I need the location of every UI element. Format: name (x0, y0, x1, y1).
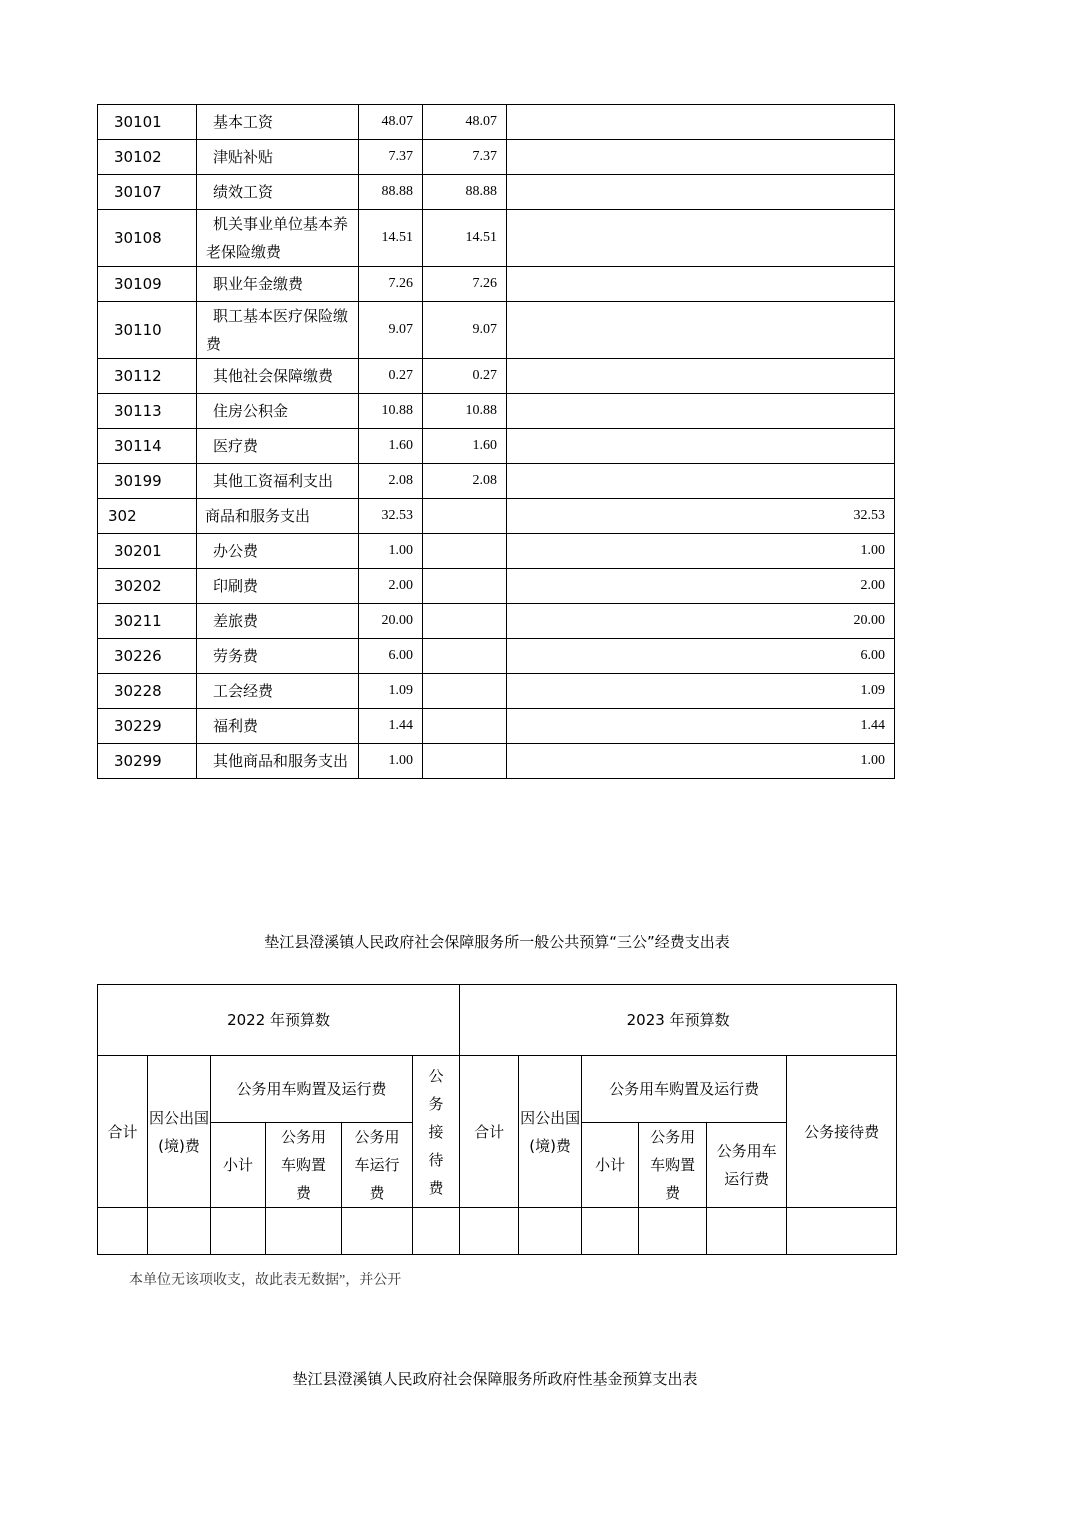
col-subtotal-2023: 小计 (582, 1123, 639, 1208)
row-total: 9.07 (359, 302, 423, 359)
row-public (507, 394, 895, 429)
row-public (507, 267, 895, 302)
col-total-2023: 合计 (460, 1056, 519, 1208)
header-2023: 2023 年预算数 (460, 985, 897, 1056)
col-abroad-2022: 因公出国(境)费 (148, 1056, 211, 1208)
row-personnel: 7.26 (423, 267, 507, 302)
col-vehicle-2023: 公务用车购置及运行费 (582, 1056, 787, 1123)
row-name: 机关事业单位基本养老保险缴费 (197, 210, 359, 267)
row-public: 32.53 (507, 499, 895, 534)
row-code: 30202 (98, 569, 197, 604)
row-public: 6.00 (507, 639, 895, 674)
col-vehicle-run-2022: 公务用车运行费 (342, 1123, 413, 1208)
row-name: 绩效工资 (197, 175, 359, 210)
row-public (507, 140, 895, 175)
row-total: 2.00 (359, 569, 423, 604)
row-name: 职工基本医疗保险缴费 (197, 302, 359, 359)
table-row (98, 267, 895, 302)
table-row (98, 359, 895, 394)
row-total: 10.88 (359, 394, 423, 429)
row-personnel (423, 709, 507, 744)
row-name: 工会经费 (197, 674, 359, 709)
row-total: 7.26 (359, 267, 423, 302)
table-row (98, 639, 895, 674)
row-public: 20.00 (507, 604, 895, 639)
row-name: 办公费 (197, 534, 359, 569)
empty-cell (342, 1208, 413, 1255)
row-code: 30107 (98, 175, 197, 210)
expense-detail-body (98, 105, 895, 779)
row-personnel: 88.88 (423, 175, 507, 210)
row-name: 医疗费 (197, 429, 359, 464)
table-row (98, 604, 895, 639)
row-name: 印刷费 (197, 569, 359, 604)
table-row (98, 210, 895, 267)
row-name: 基本工资 (197, 105, 359, 140)
row-code: 30114 (98, 429, 197, 464)
row-personnel: 2.08 (423, 464, 507, 499)
row-total: 48.07 (359, 105, 423, 140)
row-total: 20.00 (359, 604, 423, 639)
row-public: 2.00 (507, 569, 895, 604)
table-row (98, 175, 895, 210)
row-name: 津贴补贴 (197, 140, 359, 175)
row-public (507, 359, 895, 394)
row-public: 1.09 (507, 674, 895, 709)
row-code: 30101 (98, 105, 197, 140)
table-row (98, 744, 895, 779)
row-code: 30229 (98, 709, 197, 744)
row-total: 0.27 (359, 359, 423, 394)
row-code: 30102 (98, 140, 197, 175)
empty-data-row (98, 1208, 897, 1255)
row-code: 30113 (98, 394, 197, 429)
empty-cell (98, 1208, 148, 1255)
row-code: 30110 (98, 302, 197, 359)
table-row (98, 569, 895, 604)
row-personnel (423, 534, 507, 569)
row-name: 劳务费 (197, 639, 359, 674)
row-public: 1.00 (507, 534, 895, 569)
row-total: 1.60 (359, 429, 423, 464)
sangong-table (97, 984, 897, 1255)
no-data-note: 本单位无该项收支，故此表无数据”，并公开 (129, 1273, 402, 1288)
table-row (98, 429, 895, 464)
row-total: 88.88 (359, 175, 423, 210)
row-total: 1.00 (359, 534, 423, 569)
empty-cell (266, 1208, 342, 1255)
table-row (98, 499, 895, 534)
row-public (507, 464, 895, 499)
row-personnel (423, 639, 507, 674)
row-name: 其他商品和服务支出 (197, 744, 359, 779)
empty-cell (639, 1208, 707, 1255)
row-total: 32.53 (359, 499, 423, 534)
row-code: 30109 (98, 267, 197, 302)
row-code: 30199 (98, 464, 197, 499)
row-personnel: 7.37 (423, 140, 507, 175)
empty-cell (148, 1208, 211, 1255)
expense-detail-table (97, 104, 895, 779)
row-personnel: 9.07 (423, 302, 507, 359)
empty-cell (582, 1208, 639, 1255)
table-row (98, 302, 895, 359)
row-total: 1.09 (359, 674, 423, 709)
table-row (98, 534, 895, 569)
row-name: 差旅费 (197, 604, 359, 639)
empty-cell (211, 1208, 266, 1255)
sangong-table-title: 垫江县澄溪镇人民政府社会保障服务所一般公共预算“三公”经费支出表 (264, 933, 730, 951)
col-reception-2022: 公务接待费 (413, 1056, 460, 1208)
row-code: 30201 (98, 534, 197, 569)
row-personnel (423, 569, 507, 604)
table-row (98, 709, 895, 744)
row-name: 其他社会保障缴费 (197, 359, 359, 394)
header-2022: 2022 年预算数 (98, 985, 460, 1056)
row-code: 30228 (98, 674, 197, 709)
col-vehicle-run-2023: 公务用车运行费 (707, 1123, 787, 1208)
row-personnel (423, 674, 507, 709)
col-vehicle-purchase-2022: 公务用车购置费 (266, 1123, 342, 1208)
row-public (507, 210, 895, 267)
row-total: 7.37 (359, 140, 423, 175)
row-public (507, 302, 895, 359)
fund-table-title: 垫江县澄溪镇人民政府社会保障服务所政府性基金预算支出表 (292, 1370, 698, 1388)
col-subtotal-2022: 小计 (211, 1123, 266, 1208)
empty-cell (707, 1208, 787, 1255)
row-code: 30108 (98, 210, 197, 267)
row-personnel: 48.07 (423, 105, 507, 140)
row-code: 30112 (98, 359, 197, 394)
row-personnel: 10.88 (423, 394, 507, 429)
empty-cell (787, 1208, 897, 1255)
row-public: 1.44 (507, 709, 895, 744)
col-vehicle-2022: 公务用车购置及运行费 (211, 1056, 413, 1123)
col-vehicle-purchase-2023: 公务用车购置费 (639, 1123, 707, 1208)
row-name: 其他工资福利支出 (197, 464, 359, 499)
row-code: 30211 (98, 604, 197, 639)
row-name: 住房公积金 (197, 394, 359, 429)
table-row (98, 464, 895, 499)
row-name: 福利费 (197, 709, 359, 744)
row-total: 1.44 (359, 709, 423, 744)
empty-cell (413, 1208, 460, 1255)
row-name: 职业年金缴费 (197, 267, 359, 302)
col-reception-2023: 公务接待费 (787, 1056, 897, 1208)
row-personnel (423, 604, 507, 639)
table-row (98, 105, 895, 140)
row-personnel (423, 744, 507, 779)
empty-cell (460, 1208, 519, 1255)
row-personnel: 0.27 (423, 359, 507, 394)
row-code: 302 (98, 499, 197, 534)
table-row (98, 140, 895, 175)
row-total: 14.51 (359, 210, 423, 267)
row-name: 商品和服务支出 (197, 499, 359, 534)
row-personnel: 1.60 (423, 429, 507, 464)
row-total: 2.08 (359, 464, 423, 499)
row-public (507, 105, 895, 140)
table-row (98, 674, 895, 709)
col-total-2022: 合计 (98, 1056, 148, 1208)
table-row (98, 394, 895, 429)
row-total: 6.00 (359, 639, 423, 674)
row-code: 30226 (98, 639, 197, 674)
row-personnel (423, 499, 507, 534)
row-code: 30299 (98, 744, 197, 779)
row-public (507, 429, 895, 464)
col-abroad-2023: 因公出国(境)费 (519, 1056, 582, 1208)
empty-cell (519, 1208, 582, 1255)
row-total: 1.00 (359, 744, 423, 779)
row-personnel: 14.51 (423, 210, 507, 267)
row-public: 1.00 (507, 744, 895, 779)
row-public (507, 175, 895, 210)
